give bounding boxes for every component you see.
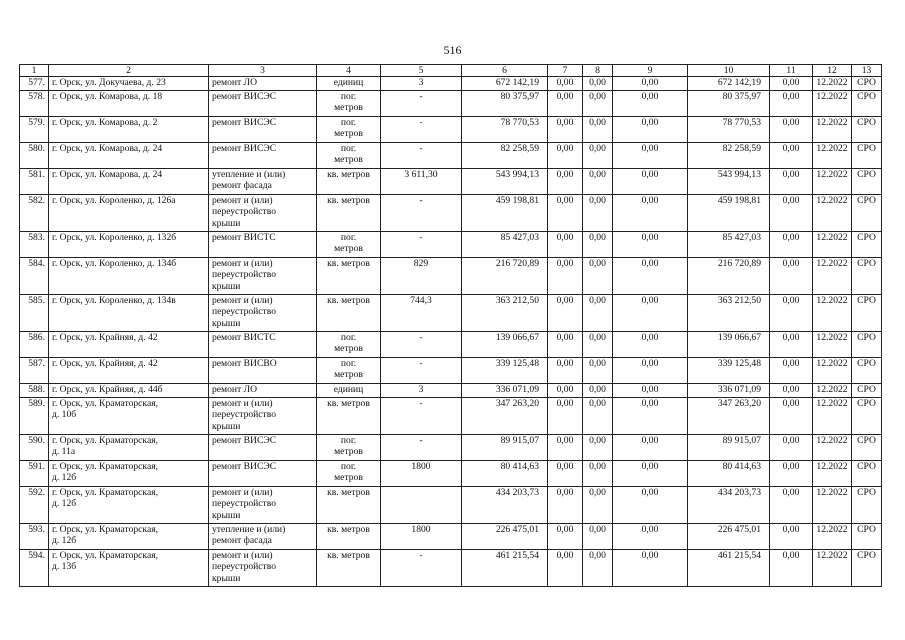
cell-col-2: г. Орск, ул. Краматорская, д. 12б [49, 487, 209, 524]
cell-col-10: 434 203,73 [688, 487, 770, 524]
cell-col-5: - [381, 550, 462, 587]
cell-col-7: 0,00 [548, 461, 583, 487]
cell-col-8: 0,00 [583, 295, 613, 332]
column-header-5: 5 [381, 65, 462, 77]
cell-col-7: 0,00 [548, 195, 583, 232]
cell-col-8: 0,00 [583, 258, 613, 295]
cell-col-3: ремонт и (или) переустройство крыши [209, 487, 317, 524]
column-header-10: 10 [688, 65, 770, 77]
table-row [20, 232, 882, 258]
cell-col-4: пог. метров [317, 461, 381, 487]
cell-col-12: 12.2022 [813, 232, 852, 258]
cell-col-7: 0,00 [548, 358, 583, 384]
cell-col-9: 0,00 [613, 487, 688, 524]
cell-col-11: 0,00 [770, 487, 813, 524]
cell-col-4: единиц [317, 384, 381, 398]
cell-col-5: - [381, 435, 462, 461]
cell-col-12: 12.2022 [813, 384, 852, 398]
cell-col-3: ремонт ЛО [209, 77, 317, 91]
cell-col-9: 0,00 [613, 332, 688, 358]
cell-col-10: 85 427,03 [688, 232, 770, 258]
cell-col-5: 3 [381, 384, 462, 398]
cell-col-6: 672 142,19 [462, 77, 548, 91]
cell-col-12: 12.2022 [813, 487, 852, 524]
cell-col-3: ремонт ВИСЭС [209, 435, 317, 461]
cell-col-7: 0,00 [548, 77, 583, 91]
cell-col-1: 590. [20, 435, 49, 461]
cell-col-8: 0,00 [583, 91, 613, 117]
cell-col-13: СРО [852, 195, 882, 232]
cell-col-5: 829 [381, 258, 462, 295]
cell-col-9: 0,00 [613, 77, 688, 91]
cell-col-4: пог. метров [317, 435, 381, 461]
cell-col-11: 0,00 [770, 77, 813, 91]
cell-col-11: 0,00 [770, 384, 813, 398]
table-row [20, 398, 882, 435]
cell-col-5: 1800 [381, 461, 462, 487]
cell-col-7: 0,00 [548, 550, 583, 587]
cell-col-6: 434 203,73 [462, 487, 548, 524]
cell-col-1: 581. [20, 169, 49, 195]
cell-col-7: 0,00 [548, 398, 583, 435]
cell-col-9: 0,00 [613, 384, 688, 398]
cell-col-7: 0,00 [548, 169, 583, 195]
cell-col-5: - [381, 332, 462, 358]
cell-col-11: 0,00 [770, 258, 813, 295]
cell-col-6: 459 198,81 [462, 195, 548, 232]
cell-col-6: 80 375,97 [462, 91, 548, 117]
cell-col-12: 12.2022 [813, 169, 852, 195]
cell-col-13: СРО [852, 295, 882, 332]
table-row [20, 487, 882, 524]
table-row [20, 195, 882, 232]
cell-col-9: 0,00 [613, 435, 688, 461]
cell-col-8: 0,00 [583, 143, 613, 169]
cell-col-1: 591. [20, 461, 49, 487]
cell-col-5 [381, 487, 462, 524]
cell-col-1: 578. [20, 91, 49, 117]
cell-col-6: 80 414,63 [462, 461, 548, 487]
cell-col-6: 82 258,59 [462, 143, 548, 169]
table-row [20, 461, 882, 487]
cell-col-8: 0,00 [583, 232, 613, 258]
column-header-6: 6 [462, 65, 548, 77]
cell-col-4: пог. метров [317, 91, 381, 117]
cell-col-3: ремонт ЛО [209, 384, 317, 398]
cell-col-10: 363 212,50 [688, 295, 770, 332]
cell-col-13: СРО [852, 550, 882, 587]
cell-col-3: ремонт ВИСТС [209, 332, 317, 358]
cell-col-3: ремонт ВИСЭС [209, 117, 317, 143]
cell-col-11: 0,00 [770, 435, 813, 461]
cell-col-4: кв. метров [317, 487, 381, 524]
cell-col-7: 0,00 [548, 117, 583, 143]
cell-col-6: 78 770,53 [462, 117, 548, 143]
cell-col-9: 0,00 [613, 195, 688, 232]
cell-col-10: 459 198,81 [688, 195, 770, 232]
cell-col-10: 543 994,13 [688, 169, 770, 195]
cell-col-2: г. Орск, ул. Крайняя, д. 44б [49, 384, 209, 398]
cell-col-13: СРО [852, 232, 882, 258]
cell-col-12: 12.2022 [813, 117, 852, 143]
cell-col-5: - [381, 91, 462, 117]
cell-col-12: 12.2022 [813, 332, 852, 358]
cell-col-9: 0,00 [613, 550, 688, 587]
table-row [20, 384, 882, 398]
cell-col-6: 226 475,01 [462, 524, 548, 550]
cell-col-8: 0,00 [583, 398, 613, 435]
table-row [20, 169, 882, 195]
cell-col-9: 0,00 [613, 117, 688, 143]
table-row [20, 435, 882, 461]
cell-col-11: 0,00 [770, 358, 813, 384]
cell-col-4: кв. метров [317, 524, 381, 550]
cell-col-11: 0,00 [770, 91, 813, 117]
table-row [20, 358, 882, 384]
table-row [20, 143, 882, 169]
cell-col-13: СРО [852, 435, 882, 461]
cell-col-12: 12.2022 [813, 435, 852, 461]
cell-col-4: пог. метров [317, 332, 381, 358]
column-header-4: 4 [317, 65, 381, 77]
cell-col-6: 363 212,50 [462, 295, 548, 332]
cell-col-8: 0,00 [583, 195, 613, 232]
cell-col-8: 0,00 [583, 435, 613, 461]
cell-col-10: 89 915,07 [688, 435, 770, 461]
column-header-7: 7 [548, 65, 583, 77]
table-row [20, 77, 882, 91]
cell-col-9: 0,00 [613, 232, 688, 258]
register-table [19, 64, 882, 587]
table-body [20, 65, 882, 587]
column-header-1: 1 [20, 65, 49, 77]
cell-col-4: кв. метров [317, 195, 381, 232]
cell-col-1: 580. [20, 143, 49, 169]
cell-col-11: 0,00 [770, 332, 813, 358]
cell-col-7: 0,00 [548, 143, 583, 169]
cell-col-3: ремонт и (или) переустройство крыши [209, 295, 317, 332]
cell-col-9: 0,00 [613, 258, 688, 295]
cell-col-2: г. Орск, ул. Краматорская, д. 13б [49, 550, 209, 587]
cell-col-7: 0,00 [548, 258, 583, 295]
column-header-12: 12 [813, 65, 852, 77]
cell-col-5: - [381, 232, 462, 258]
cell-col-4: кв. метров [317, 295, 381, 332]
cell-col-9: 0,00 [613, 461, 688, 487]
cell-col-1: 583. [20, 232, 49, 258]
cell-col-3: ремонт ВИСЭС [209, 91, 317, 117]
column-header-11: 11 [770, 65, 813, 77]
cell-col-5: - [381, 195, 462, 232]
cell-col-5: - [381, 117, 462, 143]
header-row [20, 65, 882, 77]
cell-col-2: г. Орск, ул. Комарова, д. 24 [49, 143, 209, 169]
cell-col-4: пог. метров [317, 143, 381, 169]
cell-col-4: пог. метров [317, 358, 381, 384]
cell-col-1: 587. [20, 358, 49, 384]
cell-col-6: 139 066,67 [462, 332, 548, 358]
cell-col-11: 0,00 [770, 195, 813, 232]
cell-col-7: 0,00 [548, 332, 583, 358]
cell-col-6: 336 071,09 [462, 384, 548, 398]
cell-col-10: 82 258,59 [688, 143, 770, 169]
cell-col-11: 0,00 [770, 398, 813, 435]
cell-col-3: ремонт и (или) переустройство крыши [209, 195, 317, 232]
cell-col-6: 347 263,20 [462, 398, 548, 435]
cell-col-12: 12.2022 [813, 91, 852, 117]
cell-col-8: 0,00 [583, 461, 613, 487]
cell-col-11: 0,00 [770, 143, 813, 169]
cell-col-13: СРО [852, 332, 882, 358]
cell-col-1: 584. [20, 258, 49, 295]
table-row [20, 550, 882, 587]
cell-col-13: СРО [852, 384, 882, 398]
cell-col-8: 0,00 [583, 77, 613, 91]
cell-col-2: г. Орск, ул. Краматорская, д. 10б [49, 398, 209, 435]
cell-col-4: пог. метров [317, 232, 381, 258]
cell-col-11: 0,00 [770, 461, 813, 487]
cell-col-1: 579. [20, 117, 49, 143]
cell-col-2: г. Орск, ул. Короленко, д. 126а [49, 195, 209, 232]
cell-col-7: 0,00 [548, 384, 583, 398]
cell-col-10: 80 375,97 [688, 91, 770, 117]
cell-col-8: 0,00 [583, 332, 613, 358]
cell-col-4: единиц [317, 77, 381, 91]
cell-col-1: 585. [20, 295, 49, 332]
cell-col-13: СРО [852, 524, 882, 550]
cell-col-1: 592. [20, 487, 49, 524]
cell-col-10: 339 125,48 [688, 358, 770, 384]
column-header-8: 8 [583, 65, 613, 77]
cell-col-2: г. Орск, ул. Короленко, д. 132б [49, 232, 209, 258]
cell-col-2: г. Орск, ул. Комарова, д. 24 [49, 169, 209, 195]
cell-col-11: 0,00 [770, 295, 813, 332]
cell-col-11: 0,00 [770, 117, 813, 143]
cell-col-2: г. Орск, ул. Краматорская, д. 12б [49, 524, 209, 550]
cell-col-3: утепление и (или) ремонт фасада [209, 524, 317, 550]
cell-col-7: 0,00 [548, 487, 583, 524]
cell-col-13: СРО [852, 398, 882, 435]
cell-col-9: 0,00 [613, 398, 688, 435]
page-number: 516 [443, 43, 462, 57]
cell-col-12: 12.2022 [813, 461, 852, 487]
cell-col-7: 0,00 [548, 295, 583, 332]
cell-col-2: г. Орск, ул. Докучаева, д. 23 [49, 77, 209, 91]
cell-col-6: 85 427,03 [462, 232, 548, 258]
cell-col-3: ремонт ВИСВО [209, 358, 317, 384]
cell-col-13: СРО [852, 258, 882, 295]
table-row [20, 524, 882, 550]
cell-col-7: 0,00 [548, 232, 583, 258]
cell-col-4: кв. метров [317, 169, 381, 195]
cell-col-6: 543 994,13 [462, 169, 548, 195]
cell-col-1: 594. [20, 550, 49, 587]
cell-col-8: 0,00 [583, 384, 613, 398]
column-header-3: 3 [209, 65, 317, 77]
cell-col-1: 593. [20, 524, 49, 550]
cell-col-2: г. Орск, ул. Короленко, д. 134б [49, 258, 209, 295]
cell-col-12: 12.2022 [813, 258, 852, 295]
cell-col-11: 0,00 [770, 524, 813, 550]
cell-col-9: 0,00 [613, 358, 688, 384]
cell-col-1: 589. [20, 398, 49, 435]
cell-col-13: СРО [852, 169, 882, 195]
cell-col-10: 78 770,53 [688, 117, 770, 143]
cell-col-4: пог. метров [317, 117, 381, 143]
cell-col-3: утепление и (или) ремонт фасада [209, 169, 317, 195]
table-row [20, 117, 882, 143]
cell-col-6: 339 125,48 [462, 358, 548, 384]
cell-col-10: 139 066,67 [688, 332, 770, 358]
cell-col-2: г. Орск, ул. Комарова, д. 2 [49, 117, 209, 143]
cell-col-10: 80 414,63 [688, 461, 770, 487]
cell-col-13: СРО [852, 117, 882, 143]
cell-col-10: 216 720,89 [688, 258, 770, 295]
cell-col-10: 347 263,20 [688, 398, 770, 435]
cell-col-4: кв. метров [317, 258, 381, 295]
cell-col-7: 0,00 [548, 91, 583, 117]
table-row [20, 332, 882, 358]
cell-col-8: 0,00 [583, 169, 613, 195]
cell-col-5: 3 611,30 [381, 169, 462, 195]
cell-col-1: 586. [20, 332, 49, 358]
cell-col-5: 3 [381, 77, 462, 91]
cell-col-2: г. Орск, ул. Краматорская, д. 11а [49, 435, 209, 461]
cell-col-10: 461 215,54 [688, 550, 770, 587]
cell-col-2: г. Орск, ул. Короленко, д. 134в [49, 295, 209, 332]
column-header-13: 13 [852, 65, 882, 77]
cell-col-8: 0,00 [583, 117, 613, 143]
cell-col-12: 12.2022 [813, 295, 852, 332]
cell-col-5: - [381, 398, 462, 435]
cell-col-3: ремонт и (или) переустройство крыши [209, 258, 317, 295]
cell-col-13: СРО [852, 91, 882, 117]
cell-col-8: 0,00 [583, 550, 613, 587]
cell-col-13: СРО [852, 461, 882, 487]
cell-col-5: - [381, 358, 462, 384]
table-row [20, 258, 882, 295]
cell-col-12: 12.2022 [813, 77, 852, 91]
cell-col-9: 0,00 [613, 524, 688, 550]
cell-col-8: 0,00 [583, 524, 613, 550]
cell-col-7: 0,00 [548, 435, 583, 461]
cell-col-13: СРО [852, 487, 882, 524]
cell-col-12: 12.2022 [813, 358, 852, 384]
cell-col-8: 0,00 [583, 487, 613, 524]
cell-col-3: ремонт ВИСЭС [209, 143, 317, 169]
cell-col-11: 0,00 [770, 550, 813, 587]
cell-col-11: 0,00 [770, 232, 813, 258]
cell-col-9: 0,00 [613, 91, 688, 117]
cell-col-1: 577. [20, 77, 49, 91]
cell-col-13: СРО [852, 77, 882, 91]
cell-col-3: ремонт ВИСЭС [209, 461, 317, 487]
cell-col-3: ремонт и (или) переустройство крыши [209, 550, 317, 587]
cell-col-5: 1800 [381, 524, 462, 550]
cell-col-6: 461 215,54 [462, 550, 548, 587]
cell-col-4: кв. метров [317, 398, 381, 435]
cell-col-9: 0,00 [613, 143, 688, 169]
cell-col-12: 12.2022 [813, 143, 852, 169]
cell-col-2: г. Орск, ул. Крайняя, д. 42 [49, 332, 209, 358]
cell-col-3: ремонт и (или) переустройство крыши [209, 398, 317, 435]
cell-col-13: СРО [852, 143, 882, 169]
cell-col-10: 226 475,01 [688, 524, 770, 550]
cell-col-12: 12.2022 [813, 195, 852, 232]
cell-col-12: 12.2022 [813, 398, 852, 435]
cell-col-10: 672 142,19 [688, 77, 770, 91]
cell-col-13: СРО [852, 358, 882, 384]
column-header-2: 2 [49, 65, 209, 77]
cell-col-5: 744,3 [381, 295, 462, 332]
table-row [20, 91, 882, 117]
cell-col-8: 0,00 [583, 358, 613, 384]
cell-col-3: ремонт ВИСТС [209, 232, 317, 258]
cell-col-12: 12.2022 [813, 550, 852, 587]
cell-col-6: 89 915,07 [462, 435, 548, 461]
column-header-9: 9 [613, 65, 688, 77]
cell-col-9: 0,00 [613, 295, 688, 332]
cell-col-1: 588. [20, 384, 49, 398]
cell-col-2: г. Орск, ул. Краматорская, д. 12б [49, 461, 209, 487]
cell-col-12: 12.2022 [813, 524, 852, 550]
cell-col-10: 336 071,09 [688, 384, 770, 398]
cell-col-7: 0,00 [548, 524, 583, 550]
cell-col-4: кв. метров [317, 550, 381, 587]
cell-col-11: 0,00 [770, 169, 813, 195]
cell-col-1: 582. [20, 195, 49, 232]
table-row [20, 295, 882, 332]
cell-col-2: г. Орск, ул. Крайняя, д. 42 [49, 358, 209, 384]
cell-col-6: 216 720,89 [462, 258, 548, 295]
cell-col-5: - [381, 143, 462, 169]
cell-col-9: 0,00 [613, 169, 688, 195]
cell-col-2: г. Орск, ул. Комарова, д. 18 [49, 91, 209, 117]
